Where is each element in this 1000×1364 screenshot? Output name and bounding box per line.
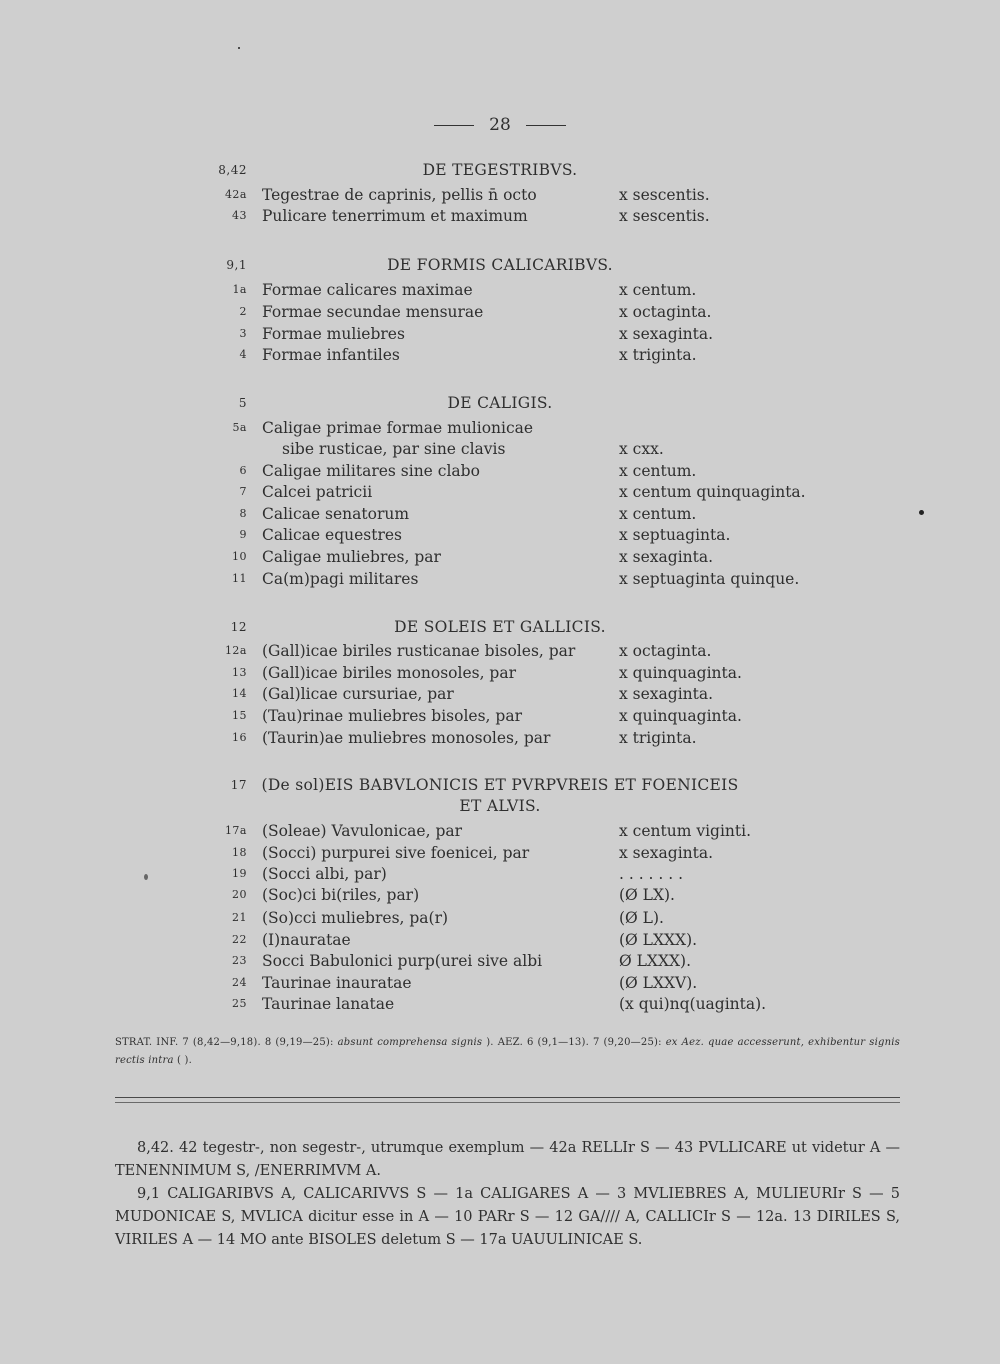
entry-text: Calicae senatorum bbox=[262, 505, 410, 523]
entry-row bbox=[0, 820, 1000, 842]
entry-price: x centum. bbox=[619, 505, 697, 523]
section-number: 9,1 bbox=[226, 258, 247, 272]
entry-text: (Soc)ci bi(riles, par) bbox=[262, 886, 420, 904]
entry-row bbox=[0, 279, 1000, 301]
entry-number: 23 bbox=[232, 954, 247, 967]
entry-number: 9 bbox=[239, 528, 247, 541]
entry-row bbox=[0, 438, 1000, 460]
entry-number: 17a bbox=[224, 824, 247, 837]
entry-row bbox=[0, 640, 1000, 662]
header-dash-left bbox=[434, 125, 474, 126]
entry-price: x septuaginta quinque. bbox=[619, 570, 800, 588]
entry-number: 43 bbox=[232, 209, 247, 222]
entry-number: 12a bbox=[224, 644, 247, 657]
entry-price: (Ø LXXX). bbox=[619, 931, 698, 949]
entry-price: . . . . . . . bbox=[619, 865, 684, 883]
section-heading: (De sol)EIS BABVLONICIS ET PVRPVREIS ET FOENICEIS bbox=[261, 776, 739, 794]
entry-price: x sexaginta. bbox=[619, 685, 714, 703]
entry-row bbox=[0, 503, 1000, 525]
entry-price: x sescentis. bbox=[619, 207, 710, 225]
entry-row bbox=[0, 524, 1000, 546]
entry-text: sibe rusticae, par sine clavis bbox=[282, 440, 506, 458]
section-number: 8,42 bbox=[218, 163, 247, 177]
entry-row bbox=[0, 568, 1000, 590]
entry-number: 16 bbox=[232, 731, 247, 744]
entry-text: (I)nauratae bbox=[262, 931, 351, 949]
double-rule-top bbox=[115, 1097, 900, 1098]
section-heading-row bbox=[0, 159, 1000, 181]
entry-number: 10 bbox=[232, 550, 247, 563]
entry-text: (Socci albi, par) bbox=[262, 865, 387, 883]
source-note-italic1: absunt comprehensa signis bbox=[337, 1037, 483, 1048]
entry-text: Ca(m)pagi militares bbox=[262, 570, 419, 588]
entry-row bbox=[0, 972, 1000, 994]
entry-number: 4 bbox=[239, 348, 247, 361]
entry-number: 24 bbox=[232, 976, 247, 989]
entry-price: (Ø L). bbox=[619, 909, 664, 927]
entry-row bbox=[0, 344, 1000, 366]
entry-row bbox=[0, 884, 1000, 906]
source-note-italic2: ex Aez. quae accesserunt, exhibentur signis rectis intra bbox=[115, 1037, 900, 1066]
page-number: 28 bbox=[489, 115, 511, 135]
entry-price: (Ø LX). bbox=[619, 886, 675, 904]
entry-row bbox=[0, 705, 1000, 727]
entry-row bbox=[0, 417, 1000, 439]
source-note-part1: STRAT. INF. 7 (8,42—9,18). 8 (9,19—25): bbox=[115, 1037, 338, 1048]
entry-number: 1a bbox=[232, 283, 247, 296]
entry-price: x sescentis. bbox=[619, 186, 710, 204]
double-rule-bottom bbox=[115, 1102, 900, 1103]
entry-text: (So)cci muliebres, pa(r) bbox=[262, 909, 449, 927]
entry-number: 11 bbox=[232, 572, 247, 585]
entry-price: x triginta. bbox=[619, 729, 697, 747]
source-note-part3: ( ). bbox=[173, 1055, 192, 1066]
section-heading: DE FORMIS CALICARIBVS. bbox=[387, 256, 613, 274]
entry-number: 22 bbox=[232, 933, 247, 946]
entry-price: Ø LXXX). bbox=[619, 952, 692, 970]
entry-row bbox=[0, 929, 1000, 951]
entry-number: 5a bbox=[232, 421, 247, 434]
entry-row bbox=[0, 301, 1000, 323]
entry-number: 6 bbox=[239, 464, 247, 477]
section-heading: DE SOLEIS ET GALLICIS. bbox=[394, 618, 606, 636]
entry-price: x septuaginta. bbox=[619, 526, 731, 544]
entry-row bbox=[0, 727, 1000, 749]
entry-row bbox=[0, 546, 1000, 568]
entry-number: 8 bbox=[239, 507, 247, 520]
entry-number: 20 bbox=[232, 888, 247, 901]
entry-price: x centum. bbox=[619, 281, 697, 299]
entry-number: 14 bbox=[232, 687, 247, 700]
entry-price: x triginta. bbox=[619, 346, 697, 364]
entry-number: 15 bbox=[232, 709, 247, 722]
entry-price: x sexaginta. bbox=[619, 844, 714, 862]
entry-row bbox=[0, 662, 1000, 684]
entry-number: 3 bbox=[239, 327, 247, 340]
entry-number: 19 bbox=[232, 867, 247, 880]
entry-text: Taurinae inauratae bbox=[262, 974, 412, 992]
section-heading-row bbox=[0, 392, 1000, 414]
entry-row bbox=[0, 993, 1000, 1015]
entry-row bbox=[0, 481, 1000, 503]
section-heading: DE CALIGIS. bbox=[447, 394, 553, 412]
scan-speck bbox=[144, 874, 148, 880]
section-heading: DE TEGESTRIBVS. bbox=[422, 161, 578, 179]
section-heading-row bbox=[0, 616, 1000, 638]
entry-text: (Soleae) Vavulonicae, par bbox=[262, 822, 463, 840]
entry-price: x sexaginta. bbox=[619, 548, 714, 566]
entry-text: Formae muliebres bbox=[262, 325, 405, 343]
section-number: 12 bbox=[230, 620, 247, 634]
entry-text: Formae secundae mensurae bbox=[262, 303, 484, 321]
section-heading-row bbox=[0, 774, 1000, 796]
section-number: 5 bbox=[238, 396, 247, 410]
entry-text: (Gall)icae biriles monosoles, par bbox=[262, 664, 517, 682]
apparatus-paragraph: 8,42. 42 tegestr-, non segestr-, utrumque exemplum — 42a RELLIr S — 43 PVLLICARE ut videtur A — TENENNIMUM S, /ENERRIMVM A. bbox=[115, 1140, 900, 1179]
entry-price: (Ø LXXV). bbox=[619, 974, 698, 992]
header-dash-right bbox=[526, 125, 566, 126]
entry-text: Formae calicares maximae bbox=[262, 281, 473, 299]
entry-text: Caligae militares sine clabo bbox=[262, 462, 480, 480]
entry-number: 42a bbox=[224, 188, 247, 201]
entry-text: Formae infantiles bbox=[262, 346, 400, 364]
entry-price: (x qui)nq(uaginta). bbox=[619, 995, 767, 1013]
entry-text: Pulicare tenerrimum et maximum bbox=[262, 207, 528, 225]
critical-apparatus bbox=[115, 1137, 900, 1252]
section-heading-row bbox=[0, 795, 1000, 817]
entry-row bbox=[0, 950, 1000, 972]
entry-price: x sexaginta. bbox=[619, 325, 714, 343]
entry-row bbox=[0, 683, 1000, 705]
source-note-part2: ). AEZ. 6 (9,1—13). 7 (9,20—25): bbox=[482, 1037, 666, 1048]
entry-row bbox=[0, 842, 1000, 864]
entry-text: Tegestrae de caprinis, pellis n̄ octo bbox=[262, 186, 537, 204]
entry-price: x centum. bbox=[619, 462, 697, 480]
entry-row bbox=[0, 907, 1000, 929]
entry-text: (Gal)licae cursuriae, par bbox=[262, 685, 454, 703]
entry-text: Caligae primae formae mulionicae bbox=[262, 419, 534, 437]
entry-price: x octaginta. bbox=[619, 303, 712, 321]
entry-row bbox=[0, 863, 1000, 885]
section-heading-row bbox=[0, 254, 1000, 276]
entry-text: Socci Babulonici purp(urei sive albi bbox=[262, 952, 543, 970]
entry-text: Calicae equestres bbox=[262, 526, 403, 544]
entry-text: (Socci) purpurei sive foenicei, par bbox=[262, 844, 530, 862]
entry-text: (Gall)icae biriles rusticanae bisoles, par bbox=[262, 642, 576, 660]
entry-text: (Tau)rinae muliebres bisoles, par bbox=[262, 707, 522, 725]
scan-speck bbox=[238, 47, 240, 49]
entry-price: x centum quinquaginta. bbox=[619, 483, 806, 501]
entry-number: 2 bbox=[239, 305, 247, 318]
page-number-header bbox=[0, 114, 1000, 136]
scan-speck bbox=[919, 510, 924, 515]
entry-row bbox=[0, 205, 1000, 227]
entry-number: 25 bbox=[232, 997, 247, 1010]
entry-row bbox=[0, 323, 1000, 345]
entry-price: x quinquaginta. bbox=[619, 707, 742, 725]
entry-price: x quinquaginta. bbox=[619, 664, 742, 682]
entry-price: x cxx. bbox=[619, 440, 664, 458]
entry-text: Calcei patricii bbox=[262, 483, 373, 501]
entry-text: Taurinae lanatae bbox=[262, 995, 395, 1013]
entry-row bbox=[0, 460, 1000, 482]
section-number: 17 bbox=[230, 778, 247, 792]
entry-row bbox=[0, 184, 1000, 206]
source-note bbox=[115, 1034, 900, 1070]
entry-text: (Taurin)ae muliebres monosoles, par bbox=[262, 729, 551, 747]
entry-number: 13 bbox=[232, 666, 247, 679]
entry-number: 7 bbox=[239, 485, 247, 498]
entry-price: x centum viginti. bbox=[619, 822, 752, 840]
entry-price: x octaginta. bbox=[619, 642, 712, 660]
section-heading-continued: ET ALVIS. bbox=[459, 797, 541, 815]
entry-number: 21 bbox=[232, 911, 247, 924]
entry-number: 18 bbox=[232, 846, 247, 859]
entry-text: Caligae muliebres, par bbox=[262, 548, 441, 566]
apparatus-paragraph: 9,1 CALIGARIBVS A, CALICARIVVS S — 1a CALIGARES A — 3 MVLIEBRES A, MULIEURIr S — 5 MUDONICAE S, MVLICA dicitur esse in A — 10 PARr S — 12 GA//// A, CALLICIr S — 12a. 13 DIRILES S, VIRILES A — 14 MO ante BISOLES deletum S — 17a UAUULINICAE S. bbox=[115, 1186, 900, 1248]
